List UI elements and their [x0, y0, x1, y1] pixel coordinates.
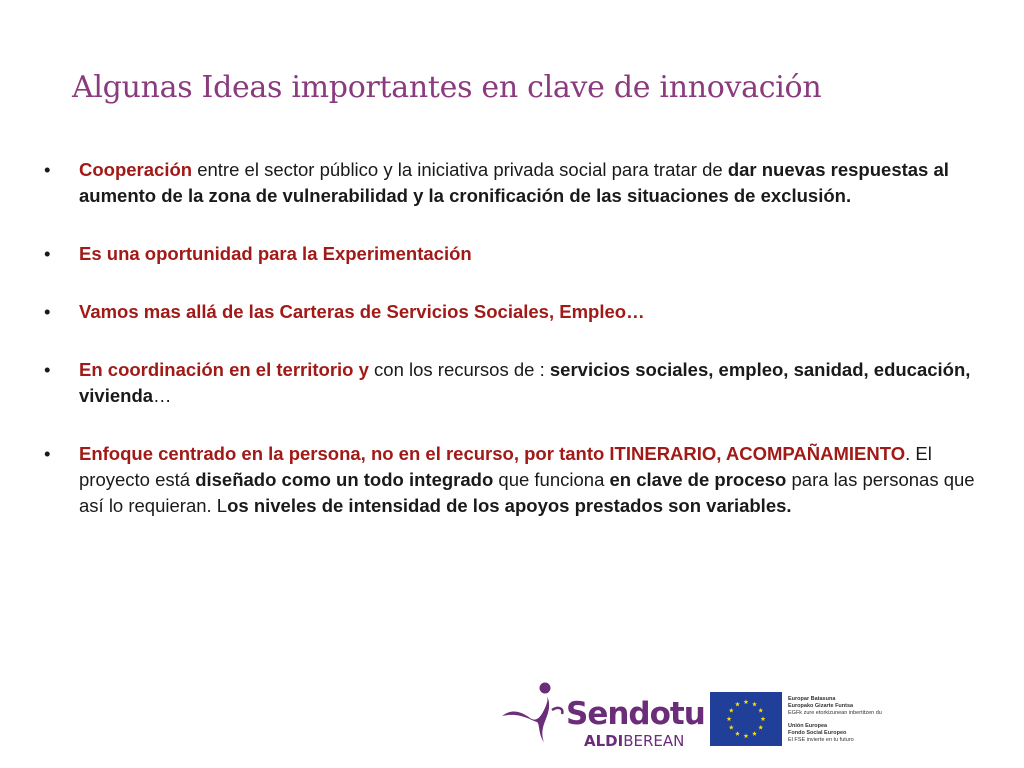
bullet-text-segment: Enfoque centrado en la persona, no en el recurso, por tanto ITINERARIO, ACOMPAÑAMIENTO	[79, 443, 906, 464]
logo-subtitle-light: BEREAN	[623, 732, 685, 750]
bullet-item	[44, 357, 984, 409]
footer-logos	[500, 680, 880, 752]
slide-title: Algunas Ideas importantes en clave de innovación	[72, 70, 822, 105]
bullet-marker: •	[44, 443, 51, 464]
bullet-marker: •	[44, 159, 51, 180]
logo-subtitle	[584, 732, 684, 750]
bullet-text-segment: para las personas que así lo requieran. L	[79, 469, 975, 516]
eu-text-line: Europar Batasuna	[788, 696, 836, 702]
bullet-text-segment: Es una oportunidad para la Experimentación	[79, 243, 472, 264]
logo-figure-body	[502, 695, 549, 742]
bullet-text-segment: servicios sociales, empleo, sanidad, educación, vivienda	[79, 359, 971, 406]
bullet-marker: •	[44, 301, 51, 322]
logo-figure-swoosh	[552, 708, 562, 714]
logo-figure-head	[540, 683, 551, 694]
logo-subtitle-bold: ALDI	[584, 732, 624, 750]
bullet-item	[44, 441, 984, 519]
bullet-text-segment: Vamos mas allá de las Carteras de Servicios Sociales, Empleo…	[79, 301, 645, 322]
bullet-text-segment: Cooperación	[79, 159, 193, 180]
bullet-item	[44, 157, 984, 209]
bullet-text-segment: en clave de proceso	[609, 469, 787, 490]
eu-logo	[710, 692, 880, 750]
bullet-text-segment: . El proyecto está	[79, 443, 932, 490]
bullet-marker: •	[44, 359, 51, 380]
eu-text-line: El FSE invierte en tu futuro	[788, 737, 854, 743]
bullet-list	[44, 157, 984, 551]
bullet-text-segment: entre el sector público y la iniciativa privada social para tratar de	[192, 159, 728, 180]
bullet-marker: •	[44, 243, 51, 264]
bullet-text-segment: En coordinación en el territorio y	[79, 359, 369, 380]
eu-flag	[710, 692, 782, 746]
bullet-text-segment: diseñado como un todo integrado	[195, 469, 494, 490]
bullet-text-segment: con los recursos de :	[368, 359, 550, 380]
bullet-text-segment: dar nuevas respuestas al aumento de la zona de vulnerabilidad y la cronificación de las situaciones de exclusión.	[79, 159, 949, 206]
eu-text-line: Europako Gizarte Funtsa	[788, 703, 854, 709]
bullet-text-segment: …	[153, 385, 172, 406]
eu-text-block	[788, 696, 883, 744]
bullet-item	[44, 299, 984, 325]
eu-text-line: EGFk zure etorkizunean inbertitzen du	[788, 710, 882, 716]
bullet-item	[44, 241, 984, 267]
bullet-text-segment: os niveles de intensidad de los apoyos prestados son variables.	[227, 495, 792, 516]
sendotu-logo	[500, 680, 705, 752]
logo-wordmark: Sendotu	[566, 696, 705, 732]
bullet-text-segment: que funciona	[493, 469, 610, 490]
eu-text-line: Fondo Social Europeo	[788, 730, 847, 736]
eu-text-line: Unión Europea	[788, 723, 828, 729]
